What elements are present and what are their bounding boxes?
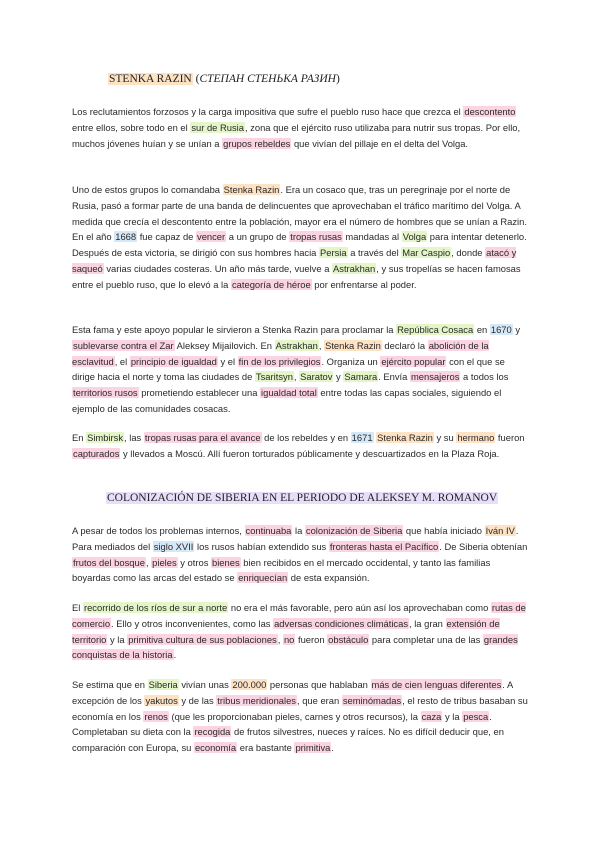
text-run: , y sus tropelías se hacen famosas entre el pueblo ruso, que lo elevó a la [72,262,521,290]
paragraph [72,104,528,151]
text-run: , las [124,432,144,443]
title-paren-close: ) [335,73,340,85]
text-run: El [72,602,83,613]
section-heading-siberia [106,491,498,505]
text-run: . [173,649,177,661]
highlighted-term: descontento [464,106,516,117]
text-run: fue capaz de [137,231,196,243]
text-run: para intentar detenerlo. Después de esta victoria, se dirigió con sus hombres hacia [72,231,527,259]
text-run: y el [217,355,238,367]
text-run: vivían unas [178,679,232,690]
text-run: , donde [451,247,486,259]
highlighted-term: territorios rusos [73,387,138,399]
text-run: , [293,371,300,383]
text-run: Esta fama y este apoyo popular le sirvieron a Stenka Razin para proclamar la [72,324,397,335]
text-run: en [474,324,490,335]
highlighted-term: abolición de la esclavitud [72,339,489,367]
highlighted-term: extensión de territorio [72,617,500,645]
text-run: . Envía [378,371,410,383]
highlighted-term: colonización de Siberia [305,525,403,536]
text-run: . Organiza un [321,355,381,367]
text-run: con el que se dirige hacia el norte y toma las ciudades de [72,355,505,383]
highlighted-term: tribus meridionales [217,694,296,706]
highlighted-term: Astrakhan [275,339,318,351]
text-run: , [318,339,325,351]
text-run: entre todas las capas sociales, siguiendo el ejemplo de las comunidades cosacas. [72,387,502,414]
highlighted-term: renos [144,710,168,722]
highlighted-term: economía [194,742,237,754]
text-run: a través del [347,247,402,259]
highlighted-term: enriquecían [238,572,288,584]
text-run: A pesar de todos los problemas internos, [72,525,245,536]
text-run: que había iniciado [403,525,485,536]
highlighted-term: mensajeros [410,371,460,383]
highlighted-term: 1668 [115,231,137,243]
highlighted-term: pesca [463,710,489,722]
text-run: y [512,324,521,335]
paragraph [72,182,528,293]
title-paren-open: ( [192,73,200,85]
highlighted-term: Siberia [148,679,178,690]
text-run: . Para mediados del [72,525,519,552]
text-run: , el [114,355,130,367]
highlighted-term: principio de igualdad [130,355,217,367]
text-run: a un grupo de [226,231,290,243]
highlighted-term: Stenka Razin [223,184,280,195]
text-run: mandadas al [342,231,402,243]
highlighted-term: yakutos [145,694,178,706]
highlighted-term: Simbirsk [87,432,124,443]
title-stenka-razin [108,72,340,86]
text-run: los rusos habían extendido sus [194,540,329,552]
highlighted-term: Persia [320,247,347,259]
highlighted-term: frutos del bosque [73,556,145,568]
highlighted-term: tropas rusas para el avance [144,432,261,443]
text-run: . Era un cosaco que, tras un peregrinaje por el norte de Rusia, pasó a formar parte de una banda de delincuentes que aprovechaban el tráfico marítimo del Volga. A medida que crecía el descontento entre la población, mayor era el número de hombres que se unían a Razin. En el año [72,184,527,243]
text-run: la [292,525,305,536]
highlighted-term: ejército popular [381,355,446,367]
text-run: Uno de estos grupos lo comandaba [72,184,223,195]
text-run: por enfrentarse al poder. [311,278,417,290]
highlighted-term: vencer [197,231,226,243]
text-run: Los reclutamientos forzosos y la carga impositiva que sufre el pueblo ruso hace que crezca el [72,106,464,117]
text-run: y otros [177,556,211,568]
highlighted-term: grupos rebeldes [223,137,291,149]
text-run: fueron [495,432,525,443]
text-run: . De Siberia obtenían [439,540,528,552]
text-run: Aleksey Mijailovich. En [174,339,275,351]
highlighted-term: Iván IV [485,525,515,536]
text-run: . Ello y otros inconvenientes, como las [111,617,274,629]
paragraph [72,600,528,663]
text-run: , la gran [409,617,446,629]
highlighted-term: atacó y saqueó [72,247,517,274]
highlighted-term: bienes [212,556,240,568]
paragraph [72,523,528,586]
text-run: que vivían del pillaje en el delta del Volga. [291,137,469,149]
highlighted-term: recogida [194,726,231,738]
text-run: . Completaban su dieta con la [72,710,492,738]
highlighted-term: Tsaritsyn [255,371,293,383]
text-run: y la [442,710,463,722]
text-run: . [331,742,334,754]
highlighted-term: 1670 [490,324,512,335]
highlighted-term: 1671 [351,432,373,443]
paragraph [72,430,528,462]
text-run: de los rebeldes y en [261,432,351,443]
highlighted-term: caza [421,710,442,722]
highlighted-term: siglo XVII [153,540,194,552]
highlighted-term: Mar Caspio [402,247,451,259]
highlighted-term: categoría de héroe [231,278,311,290]
highlighted-term: grandes conquistas de la historia [72,633,518,661]
highlighted-term: igualdad total [261,387,317,399]
highlighted-term: primitiva [295,742,331,754]
title-main: STENKA RAZIN [109,73,192,85]
highlighted-term: fronteras hasta el Pacífico [329,540,439,552]
text-run: , [277,633,283,645]
text-run: para completar una de las [369,633,483,645]
text-run: y llevados a Moscú. Allí fueron torturados públicamente y descuartizados en la Plaza Roja. [120,447,500,459]
paragraph [72,322,528,417]
highlighted-term: sur de Rusia [191,121,244,133]
text-run: personas que hablaban [267,679,371,690]
highlighted-term: más de cien lenguas diferentes [371,679,502,690]
highlighted-term: Stenka Razin [377,432,433,443]
highlighted-term: seminómadas [342,694,402,706]
text-run: varias ciudades costeras. Un año más tarde, vuelve a [103,262,333,274]
highlighted-term: primitiva cultura de sus poblaciones [128,633,277,645]
text-run: era bastante [237,742,295,754]
highlighted-term: sublevarse contra el Zar [73,339,174,351]
highlighted-term: rutas de comercio [72,602,526,629]
highlighted-term: hermano [457,432,495,443]
text-run: fueron [295,633,328,645]
section-heading-text: COLONIZACIÓN DE SIBERIA EN EL PERIODO DE ALEKSEY M. ROMANOV [107,492,498,504]
text-run: , zona que el ejército ruso utilizaba para nutrir sus tropas. Por ello, muchos jóvenes huían y se unían a [72,121,521,149]
text-run: prometiendo establecer una [138,387,261,399]
text-run: no era el más favorable, pero aún así los aprovechaban como [228,602,491,613]
highlighted-term: Saratov [300,371,333,383]
text-run: , [145,556,152,568]
text-run: a todos los [460,371,509,383]
text-run: de frutos silvestres, nueces y raíces. No es difícil deducir que, en comparación con Europa, su [72,726,504,754]
title-russian: СТЕПАН СТЕНЬКА РАЗИН [199,73,336,85]
text-run: y de las [178,694,217,706]
highlighted-term: fin de los privilegios [238,355,321,367]
highlighted-term: pieles [152,556,177,568]
text-run: declaró la [381,339,428,351]
text-run: y [333,371,344,383]
highlighted-term: continuaba [245,525,292,536]
text-run: (que les proporcionaban pieles, carnes y otros recursos), la [168,710,421,722]
highlighted-term: adversas condiciones climáticas [274,617,409,629]
highlighted-term: recorrido de los ríos de sur a norte [83,602,228,613]
highlighted-term: tropas rusas [290,231,342,243]
highlighted-term: capturados [73,447,120,459]
highlighted-term: Samara [344,371,378,383]
text-run: , el resto de tribus basaban su economía en los [72,694,528,722]
text-run: de esta expansión. [288,572,370,584]
text-run: bien recibidos en el mercado occidental, y tanto las familias boyardas como las arcas del estado se [72,556,491,584]
highlighted-term: Volga [402,231,427,243]
text-run: Se estima que en [72,679,148,690]
highlighted-term: no [283,633,295,645]
highlighted-term: obstáculo [328,633,369,645]
text-run: entre ellos, sobre todo en el [72,121,191,133]
text-run: . A excepción de los [72,679,513,706]
highlighted-term: República Cosaca [397,324,474,335]
text-run: , que eran [296,694,342,706]
text-run: En [72,432,87,443]
highlighted-term: 200.000 [232,679,267,690]
highlighted-term: Stenka Razin [325,339,381,351]
text-run: y la [107,633,128,645]
highlighted-term: Astrakhan [333,262,376,274]
paragraph [72,677,528,756]
text-run: y su [433,432,457,443]
